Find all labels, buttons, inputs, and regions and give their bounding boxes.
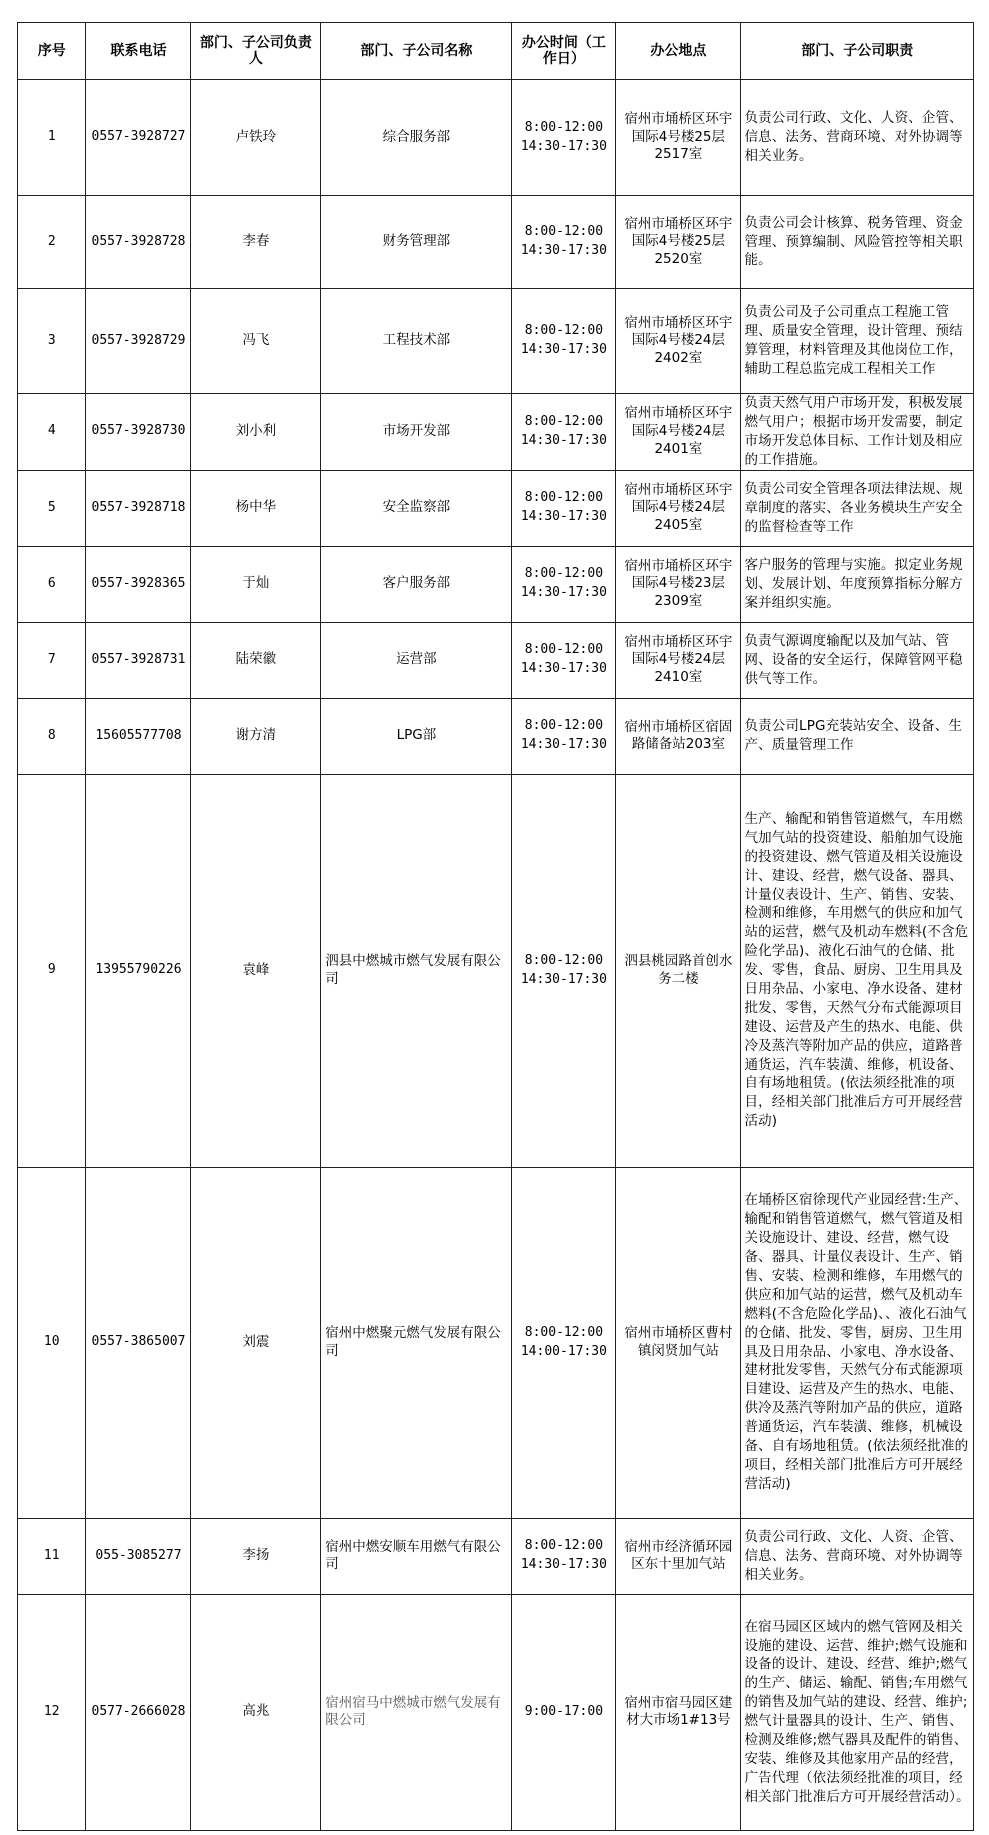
cell-duty: 负责公司行政、文化、人资、企管、信息、法务、营商环境、对外协调等相关业务。 — [741, 1518, 974, 1594]
cell-phone: 0557-3928718 — [86, 470, 191, 546]
cell-hours — [512, 698, 616, 774]
cell-location: 宿州市埇桥区环宇国际4号楼24层2401室 — [616, 394, 741, 471]
table-row — [18, 80, 974, 196]
hours-am: 8:00-12:00 — [524, 566, 604, 582]
cell-hours — [512, 1594, 616, 1830]
cell-head: 高兆 — [191, 1594, 321, 1830]
hours-am: 8:00-12:00 — [524, 1324, 604, 1340]
hours-pm: 14:30-17:30 — [520, 432, 607, 448]
cell-hours — [512, 774, 616, 1167]
table-row — [18, 546, 974, 622]
cell-duty: 负责气源调度输配以及加气站、管网、设备的安全运行，保障管网平稳供气等工作。 — [741, 622, 974, 698]
cell-seq: 2 — [18, 196, 86, 289]
cell-seq: 6 — [18, 546, 86, 622]
hours-am: 8:00-12:00 — [524, 413, 604, 429]
hours-am: 8:00-12:00 — [524, 642, 604, 658]
table-row — [18, 698, 974, 774]
cell-duty: 负责公司行政、文化、人资、企管、信息、法务、营商环境、对外协调等相关业务。 — [741, 80, 974, 196]
header-duty: 部门、子公司职责 — [741, 23, 974, 80]
cell-phone: 0557-3865007 — [86, 1167, 191, 1518]
cell-seq: 5 — [18, 470, 86, 546]
cell-seq: 7 — [18, 622, 86, 698]
cell-phone: 0557-3928731 — [86, 622, 191, 698]
table-row — [18, 622, 974, 698]
cell-hours — [512, 80, 616, 196]
cell-duty: 生产、输配和销售管道燃气，车用燃气加气站的投资建设、船舶加气设施的投资建设、燃气管道及相关设施设计、建设、经营，燃气设备、器具、计量仪表设计、生产、销售、安装、检测和维修，车用燃气的供应和加气站的运营，燃气及机动车燃料(不含危险化学品)、液化石油气的仓储、批发、零售，食品、厨房、卫生用具及日用杂品、小家电、净水设备、建材批发、零售，天然气分布式能源项目建设、运营及产生的热水、电能、供冷及蒸汽等附加产品的供应，道路普通货运，汽车装潢、维修，机设备、自有场地租赁。(依法须经批准的项目，经相关部门批准后方可开展经营活动) — [741, 774, 974, 1167]
cell-phone: 0557-3928728 — [86, 196, 191, 289]
cell-location: 泗县桃园路首创水务二楼 — [616, 774, 741, 1167]
hours-am: 8:00-12:00 — [524, 952, 604, 968]
cell-name: 财务管理部 — [321, 196, 512, 289]
header-phone: 联系电话 — [86, 23, 191, 80]
cell-hours — [512, 546, 616, 622]
hours-pm: 14:30-17:30 — [520, 737, 607, 753]
table-row — [18, 289, 974, 394]
cell-hours — [512, 470, 616, 546]
hours-pm: 14:30-17:30 — [520, 661, 607, 677]
hours-am: 8:00-12:00 — [524, 224, 604, 240]
cell-head: 李春 — [191, 196, 321, 289]
table-row — [18, 470, 974, 546]
table-row — [18, 1594, 974, 1830]
header-hours: 办公时间（工作日） — [512, 23, 616, 80]
table-row — [18, 196, 974, 289]
cell-name: 客户服务部 — [321, 546, 512, 622]
header-seq: 序号 — [18, 23, 86, 80]
table-row — [18, 1518, 974, 1594]
hours-pm: 14:00-17:30 — [520, 1343, 607, 1359]
cell-location: 宿州市宿马园区建材大市场1#13号 — [616, 1594, 741, 1830]
cell-duty: 负责公司LPG充装站安全、设备、生产、质量管理工作 — [741, 698, 974, 774]
header-head: 部门、子公司负责人 — [191, 23, 321, 80]
cell-hours — [512, 1518, 616, 1594]
table-row — [18, 394, 974, 471]
contact-table — [17, 22, 974, 1831]
cell-duty: 在宿马园区区域内的燃气管网及相关设施的建设、运营、维护;燃气设施和设备的设计、建设、经营、维护;燃气的生产、储运、输配、销售;车用燃气的销售及加气站的建设、经营、维护;燃气计量器具的设计、生产、销售、检测及维修;燃气器具及配件的销售、安装、维修及其他家用产品的经营，广告代理（依法须经批准的项目，经相关部门批准后方可开展经营活动）。 — [741, 1594, 974, 1830]
cell-seq: 10 — [18, 1167, 86, 1518]
hours-am: 9:00-17:00 — [524, 1703, 604, 1719]
hours-pm: 14:30-17:30 — [520, 138, 607, 154]
hours-pm: 14:30-17:30 — [520, 342, 607, 357]
cell-phone: 0557-3928365 — [86, 546, 191, 622]
cell-duty: 客户服务的管理与实施。拟定业务规划、发展计划、年度预算指标分解方案并组织实施。 — [741, 546, 974, 622]
header-row — [18, 23, 974, 80]
cell-name: 安全监察部 — [321, 470, 512, 546]
hours-pm: 14:30-17:30 — [520, 1557, 607, 1573]
table-row — [18, 774, 974, 1167]
cell-location: 宿州市经济循环园区东十里加气站 — [616, 1518, 741, 1594]
cell-phone: 0557-3928727 — [86, 80, 191, 196]
cell-head: 谢方清 — [191, 698, 321, 774]
cell-location: 宿州市埇桥区环宇国际4号楼25层2517室 — [616, 80, 741, 196]
cell-duty: 负责公司会计核算、税务管理、资金管理、预算编制、风险管控等相关职能。 — [741, 196, 974, 289]
cell-name: 工程技术部 — [321, 289, 512, 394]
hours-am: 8:00-12:00 — [524, 490, 604, 506]
cell-head: 陆荣徽 — [191, 622, 321, 698]
cell-name: 泗县中燃城市燃气发展有限公司 — [321, 774, 512, 1167]
cell-head: 刘小利 — [191, 394, 321, 471]
cell-head: 杨中华 — [191, 470, 321, 546]
cell-location: 宿州市埇桥区环宇国际4号楼25层2520室 — [616, 196, 741, 289]
cell-head: 李扬 — [191, 1518, 321, 1594]
cell-phone: 0557-3928729 — [86, 289, 191, 394]
header-name: 部门、子公司名称 — [321, 23, 512, 80]
cell-seq: 1 — [18, 80, 86, 196]
cell-name: 市场开发部 — [321, 394, 512, 471]
cell-duty: 负责天然气用户市场开发，积极发展燃气用户；根据市场开发需要，制定市场开发总体目标、工作计划及相应的工作措施。 — [741, 394, 974, 471]
cell-name: 宿州宿马中燃城市燃气发展有限公司 — [321, 1594, 512, 1830]
header-location: 办公地点 — [616, 23, 741, 80]
cell-location: 宿州市埇桥区宿固路储备站203室 — [616, 698, 741, 774]
cell-location: 宿州市埇桥区曹村镇闵贤加气站 — [616, 1167, 741, 1518]
cell-seq: 12 — [18, 1594, 86, 1830]
cell-phone: 055-3085277 — [86, 1518, 191, 1594]
cell-duty: 在埇桥区宿徐现代产业园经营:生产、输配和销售管道燃气，燃气管道及相关设施设计、建设、经营，燃气设备、器具、计量仪表设计、生产、销售、安装、检测和维修，车用燃气的供应和加气站的运营，燃气及机动车燃料(不含危险化学品)、、液化石油气的仓储、批发、零售，厨房、卫生用具及日用杂品、小家电、净水设备、建材批发零售，天然气分布式能源项目建设、运营及产生的热水、电能、供冷及蒸汽等附加产品的供应，道路普通货运，汽车装潢、维修，机械设备、自有场地租赁。(依法须经批准的项目，经相关部门批准后方可开展经营活动) — [741, 1167, 974, 1518]
cell-hours — [512, 394, 616, 471]
table-row — [18, 1167, 974, 1518]
cell-location: 宿州市埇桥区环宇国际4号楼24层2410室 — [616, 622, 741, 698]
cell-name: LPG部 — [321, 698, 512, 774]
hours-pm: 14:30-17:30 — [520, 585, 607, 601]
cell-duty: 负责公司及子公司重点工程施工管理、质量安全管理，设计管理、预结算管理，材料管理及其他岗位工作，辅助工程总监完成工程相关工作 — [741, 289, 974, 394]
cell-location: 宿州市埇桥区环宇国际4号楼24层2402室 — [616, 289, 741, 394]
cell-location: 宿州市埇桥区环宇国际4号楼24层2405室 — [616, 470, 741, 546]
hours-am: 8:00-12:00 — [524, 119, 604, 135]
hours-pm: 14:30-17:30 — [520, 971, 607, 987]
cell-phone: 13955790226 — [86, 774, 191, 1167]
cell-name: 综合服务部 — [321, 80, 512, 196]
cell-phone: 0577-2666028 — [86, 1594, 191, 1830]
cell-head: 冯飞 — [191, 289, 321, 394]
cell-location: 宿州市埇桥区环宇国际4号楼23层2309室 — [616, 546, 741, 622]
cell-seq: 9 — [18, 774, 86, 1167]
cell-name: 运营部 — [321, 622, 512, 698]
cell-phone: 15605577708 — [86, 698, 191, 774]
cell-hours — [512, 289, 616, 394]
cell-head: 刘震 — [191, 1167, 321, 1518]
cell-head: 卢铁玲 — [191, 80, 321, 196]
cell-head: 于灿 — [191, 546, 321, 622]
hours-am: 8:00-12:00 — [524, 718, 604, 734]
cell-seq: 8 — [18, 698, 86, 774]
hours-am: 8:00-12:00 — [524, 1538, 604, 1554]
cell-phone: 0557-3928730 — [86, 394, 191, 471]
hours-am: 8:00-12:00 — [524, 323, 604, 339]
cell-duty: 负责公司安全管理各项法律法规、规章制度的落实、各业务模块生产安全的监督检查等工作 — [741, 470, 974, 546]
cell-seq: 3 — [18, 289, 86, 394]
hours-pm: 14:30-17:30 — [520, 243, 607, 258]
cell-seq: 4 — [18, 394, 86, 471]
cell-name: 宿州中燃聚元燃气发展有限公司 — [321, 1167, 512, 1518]
cell-hours — [512, 196, 616, 289]
cell-name: 宿州中燃安顺车用燃气有限公司 — [321, 1518, 512, 1594]
cell-head: 袁峰 — [191, 774, 321, 1167]
hours-pm: 14:30-17:30 — [520, 509, 607, 525]
cell-hours — [512, 622, 616, 698]
cell-hours — [512, 1167, 616, 1518]
cell-seq: 11 — [18, 1518, 86, 1594]
